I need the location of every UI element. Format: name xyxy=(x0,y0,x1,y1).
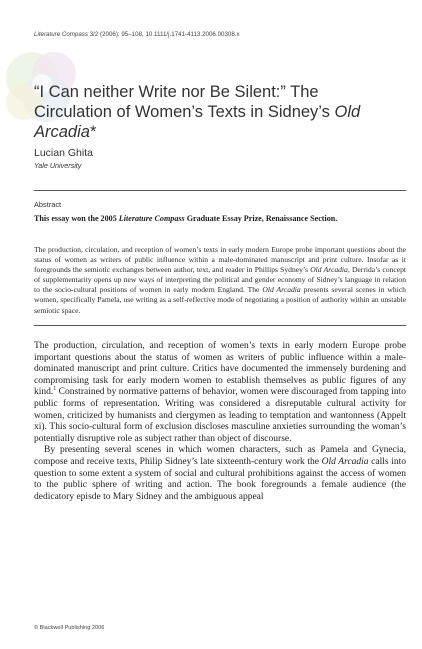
body-p2-text-cont: calls into question to some extent a system of social and cultural prohibitions against the access of women to the public sphere of writing and action. The book foregrounds a female audience (the dedicatory episde to Mary Sidney and the ambiguous appeal xyxy=(34,456,406,502)
award-note xyxy=(34,213,406,224)
citation-info: 3/2 (2006): 95–108, 10.1111/j.1741-4113.2006.00308.x xyxy=(88,31,240,38)
journal-citation xyxy=(34,31,404,38)
abstract-part-3: presents several scenes in which women, specifically Pamela, use writing as a self-reflective mode of negotiating a position of authority within an unstable semiotic space. xyxy=(34,285,406,315)
abstract-work-1: Old Arcadia xyxy=(310,265,348,275)
author-name: Lucian Ghita xyxy=(34,147,93,159)
abstract-text xyxy=(34,245,406,316)
copyright-notice: © Blackwell Publishing 2006 xyxy=(34,625,105,631)
abstract-part-1: The production, circulation, and reception of women’s texts in early modern Europe probe important questions about the status of women as writers of public influence within a male-dominated manuscript and print culture. Insofar as it foregrounds the semiotic exchanges between author, text, and reader in Phillips Sydney’s xyxy=(34,245,406,275)
abstract-top-rule xyxy=(34,190,406,191)
award-text-end: Graduate Essay Prize, Renaissance Section. xyxy=(184,214,338,223)
title-footnote-mark: * xyxy=(89,123,97,141)
article-title xyxy=(34,82,394,142)
body-p1-text-cont: Constrained by normative patterns of behavior, women were discouraged from tapping into public forms of representation. Writing was considered a disreputable cultural activity for women, criticized by humanists and clergymen as leading to temptation and wantonness (Appelt xi). This socio-cultural form of exclusion discloses masculine anxieties surrounding the woman’s potentially disruptive role as subject rather than object of discourse. xyxy=(34,387,406,444)
abstract-bottom-rule xyxy=(34,325,406,326)
footnote-ref-1[interactable]: 1 xyxy=(53,386,57,393)
abstract-heading: Abstract xyxy=(34,200,62,209)
body-p1-text: The production, circulation, and reception of women’s texts in early modern Europe probe important questions about the status of women as writers of public influence within a male-dominated manuscript and print culture. Critics have documented the immensely burdening and compromising task for early modern women to establish themselves as public figures of any kind. xyxy=(34,341,406,398)
author-affiliation: Yale University xyxy=(34,161,82,170)
journal-name: Literature Compass xyxy=(34,31,88,38)
abstract-work-2: Old Arcadia xyxy=(262,285,301,295)
body-paragraph-2 xyxy=(34,445,406,503)
title-work-name: Old Arcadia xyxy=(34,103,361,141)
award-text: This essay won the 2005 xyxy=(34,214,119,223)
body-p2-work: Old Arcadia xyxy=(321,456,369,467)
article-body xyxy=(34,341,406,503)
abstract-part-2: , Derrida’s concept of supplementarity opens up new ways of interpreting the political and gender economy of Sidney’s language in relation to the socio-cultural positions of women in early modern England. The xyxy=(34,265,407,295)
body-p2-text: By presenting several scenes in which women characters, such as Pamela and Gynecia, compose and receive texts, Philip Sidney’s late sixteenth-century work the xyxy=(34,445,406,467)
title-text: “I Can neither Write nor Be Silent:” The Circulation of Women’s Texts in Sidney’s xyxy=(34,83,335,121)
body-paragraph-1 xyxy=(34,341,406,445)
award-journal: Literature Compass xyxy=(118,214,185,223)
